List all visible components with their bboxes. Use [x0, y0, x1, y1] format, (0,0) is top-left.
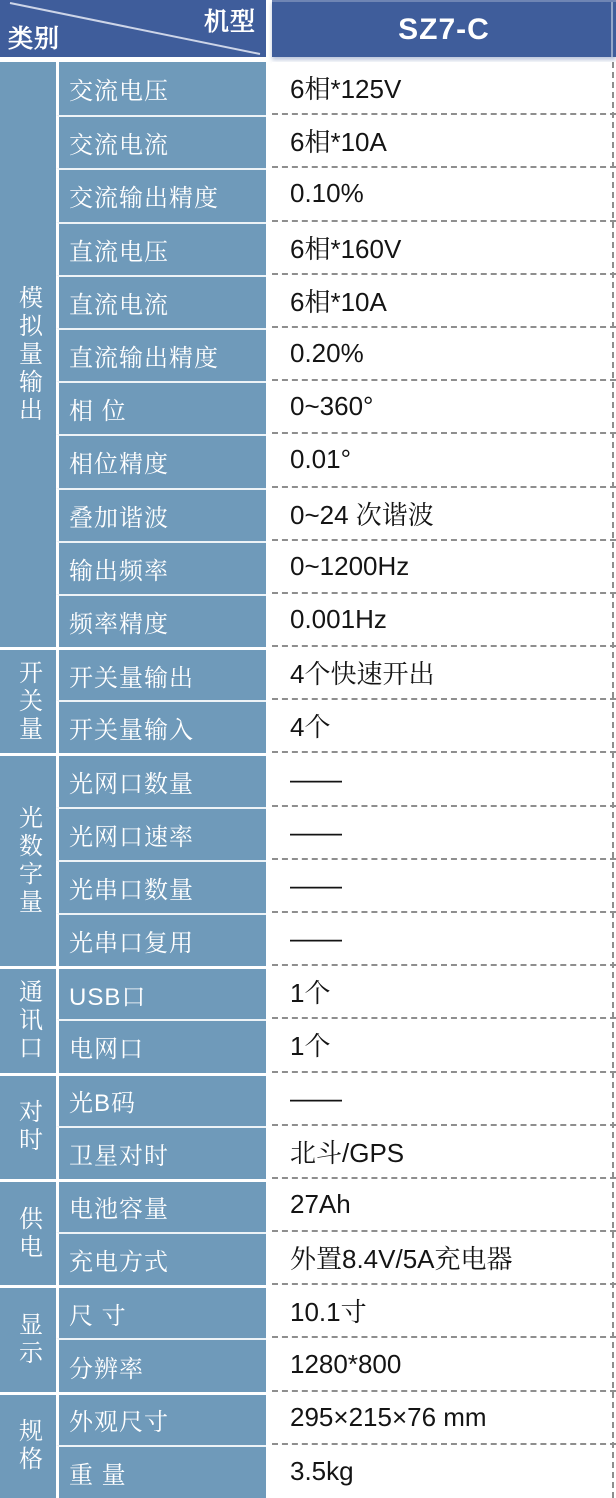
row-value: 1个 — [272, 1019, 616, 1072]
table-row — [56, 1285, 616, 1338]
table-row — [56, 275, 616, 328]
row-value: —— — [272, 913, 616, 966]
group-analog-output — [0, 62, 616, 647]
group-specs — [0, 1392, 616, 1498]
header-model-label: 机型 — [203, 8, 256, 36]
row-label: 相位精度 — [56, 434, 266, 487]
row-label: 外观尺寸 — [56, 1392, 266, 1445]
row-value: 0~1200Hz — [272, 541, 616, 594]
row-label: 交流电压 — [56, 62, 266, 115]
group-name: 显示 — [14, 1311, 42, 1368]
group-cell — [0, 1285, 56, 1391]
table-row — [56, 168, 616, 221]
group-rows — [56, 62, 616, 647]
group-cell — [0, 1179, 56, 1285]
row-value: 4个 — [272, 700, 616, 753]
table-row — [56, 1073, 616, 1126]
row-label: 光网口数量 — [56, 753, 266, 806]
table-body — [0, 62, 616, 1498]
group-name: 光数字量 — [14, 805, 42, 918]
row-value: 10.1寸 — [272, 1285, 616, 1338]
table-row — [56, 541, 616, 594]
row-value: 外置8.4V/5A充电器 — [272, 1232, 616, 1285]
table-row — [56, 222, 616, 275]
table-row — [56, 753, 616, 806]
group-switch — [0, 647, 616, 753]
row-label: 开关量输出 — [56, 647, 266, 700]
header-diagonal-cell — [0, 0, 266, 57]
table-row — [56, 594, 616, 647]
table-row — [56, 860, 616, 913]
table-row — [56, 1392, 616, 1445]
table-row — [56, 807, 616, 860]
row-label: 充电方式 — [56, 1232, 266, 1285]
group-rows — [56, 1179, 616, 1285]
table-row — [56, 1019, 616, 1072]
row-label: 光串口复用 — [56, 913, 266, 966]
row-label: USB口 — [56, 966, 266, 1019]
table-row — [56, 62, 616, 115]
group-rows — [56, 1073, 616, 1179]
row-value: 6相*10A — [272, 115, 616, 168]
group-name: 开关量 — [14, 659, 42, 744]
group-time-sync — [0, 1073, 616, 1179]
row-value: 3.5kg — [272, 1445, 616, 1498]
group-rows — [56, 1392, 616, 1498]
row-label: 光B码 — [56, 1073, 266, 1126]
group-name: 规格 — [14, 1418, 42, 1475]
row-label: 重 量 — [56, 1445, 266, 1498]
table-row — [56, 1126, 616, 1179]
group-rows — [56, 647, 616, 753]
group-comm-port — [0, 966, 616, 1072]
group-name: 模拟量输出 — [14, 284, 42, 425]
row-value: —— — [272, 753, 616, 806]
row-label: 直流电流 — [56, 275, 266, 328]
row-value: 0.001Hz — [272, 594, 616, 647]
row-label: 叠加谐波 — [56, 488, 266, 541]
table-row — [56, 328, 616, 381]
table-row — [56, 966, 616, 1019]
group-cell — [0, 1073, 56, 1179]
group-cell — [0, 966, 56, 1072]
row-value: —— — [272, 1073, 616, 1126]
table-row — [56, 1179, 616, 1232]
row-label: 交流电流 — [56, 115, 266, 168]
group-display — [0, 1285, 616, 1391]
row-label: 输出频率 — [56, 541, 266, 594]
group-cell — [0, 62, 56, 647]
table-row — [56, 434, 616, 487]
table-row — [56, 1338, 616, 1391]
header-category-label: 类别 — [8, 25, 61, 53]
row-value: 6相*160V — [272, 222, 616, 275]
group-name: 通讯口 — [14, 978, 42, 1063]
group-cell — [0, 647, 56, 753]
table-row — [56, 381, 616, 434]
row-label: 频率精度 — [56, 594, 266, 647]
row-label: 光串口数量 — [56, 860, 266, 913]
row-value: 6相*10A — [272, 275, 616, 328]
row-value: —— — [272, 860, 616, 913]
group-name: 供电 — [14, 1205, 42, 1262]
table-row — [56, 115, 616, 168]
group-optical-digital — [0, 753, 616, 966]
row-label: 开关量输入 — [56, 700, 266, 753]
row-value: 0~24 次谐波 — [272, 488, 616, 541]
row-label: 直流电压 — [56, 222, 266, 275]
row-value: 0.10% — [272, 168, 616, 221]
row-label: 光网口速率 — [56, 807, 266, 860]
row-label: 相 位 — [56, 381, 266, 434]
row-value: 0~360° — [272, 381, 616, 434]
table-row — [56, 700, 616, 753]
table-row — [56, 1445, 616, 1498]
row-label: 直流输出精度 — [56, 328, 266, 381]
row-value: 北斗/GPS — [272, 1126, 616, 1179]
row-value: 1个 — [272, 966, 616, 1019]
row-label: 分辨率 — [56, 1338, 266, 1391]
row-label: 交流输出精度 — [56, 168, 266, 221]
group-name: 对时 — [14, 1099, 42, 1156]
group-power-supply — [0, 1179, 616, 1285]
table-row — [56, 647, 616, 700]
row-value: 295×215×76 mm — [272, 1392, 616, 1445]
table-row — [56, 1232, 616, 1285]
row-value: 4个快速开出 — [272, 647, 616, 700]
row-label: 尺 寸 — [56, 1285, 266, 1338]
group-rows — [56, 1285, 616, 1391]
group-rows — [56, 966, 616, 1072]
header-model-value: SZ7-C — [272, 0, 616, 57]
row-value: 27Ah — [272, 1179, 616, 1232]
row-label: 电池容量 — [56, 1179, 266, 1232]
row-label: 电网口 — [56, 1019, 266, 1072]
row-value: —— — [272, 807, 616, 860]
table-header — [0, 0, 616, 57]
group-cell — [0, 753, 56, 966]
group-rows — [56, 753, 616, 966]
table-row — [56, 488, 616, 541]
row-value: 0.20% — [272, 328, 616, 381]
row-value: 1280*800 — [272, 1338, 616, 1391]
row-label: 卫星对时 — [56, 1126, 266, 1179]
row-value: 0.01° — [272, 434, 616, 487]
group-cell — [0, 1392, 56, 1498]
row-value: 6相*125V — [272, 62, 616, 115]
table-row — [56, 913, 616, 966]
